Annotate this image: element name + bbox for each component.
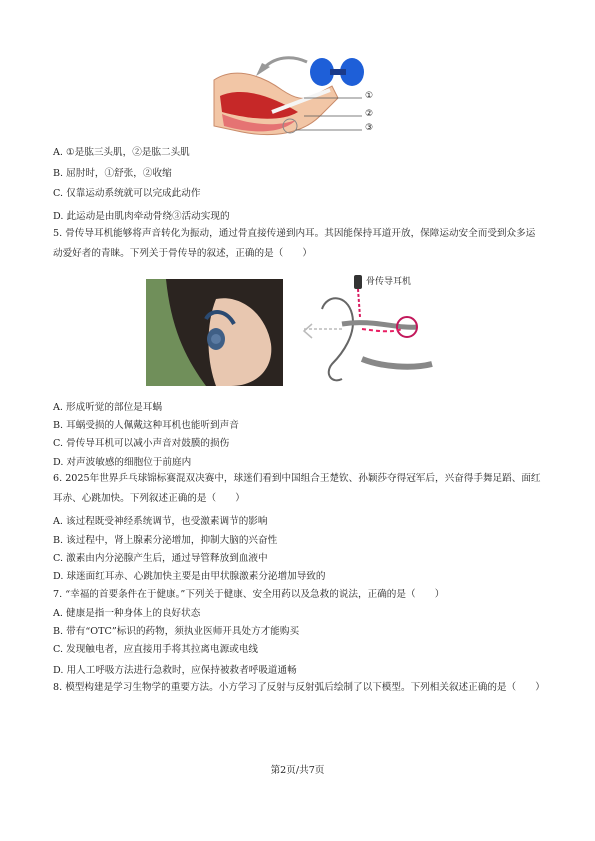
label-1: ① (365, 91, 374, 101)
q5-option-a: A. 形成听觉的部位是耳蜗 (53, 402, 162, 413)
ear-diagram (302, 269, 452, 394)
q6-stem: 6. 2025年世界乒乓球锦标赛混双决赛中，球迷们看到中国组合王楚钦、孙颖莎夺得冠军后，兴奋得手舞足蹈、面红耳赤、心跳加快。下列叙述正确的是（ ） (53, 473, 541, 504)
q8-stem: 8. 模型构建是学习生物学的重要方法。小方学习了反射与反射弧后绘制了以下模型。下列相关叙述正确的是（ ） (53, 682, 545, 693)
label-3: ③ (365, 123, 374, 133)
q5-option-b: B. 耳蜗受损的人佩戴这种耳机也能听到声音 (53, 420, 239, 431)
q6-option-d: D. 球迷面红耳赤、心跳加快主要是由甲状腺激素分泌增加导致的 (53, 571, 326, 582)
q6-option-b: B. 该过程中，肾上腺素分泌增加，抑制大脑的兴奋性 (53, 535, 278, 546)
q7-option-c: C. 发现触电者，应直接用手将其拉离电源或电线 (53, 644, 258, 655)
q5-option-c: C. 骨传导耳机可以减小声音对鼓膜的损伤 (53, 438, 230, 449)
headphone-photo-svg (146, 279, 283, 386)
q5-stem: 5. 骨传导耳机能够将声音转化为振动，通过骨直接传递到内耳。其因能保持耳道开放，保障运动安全而受到众多运动爱好者的青睐。下列关于骨传导的叙述，正确的是（ ） (53, 228, 536, 259)
q6-option-c: C. 激素由内分泌腺产生后，通过导管释放到血液中 (53, 553, 268, 564)
label-2: ② (365, 109, 374, 119)
q4-option-d: D. 此运动是由肌肉牵动骨绕③活动实现的 (53, 211, 230, 222)
q4-option-b: B. 屈肘时，①舒张，②收缩 (53, 168, 172, 179)
q4-option-c: C. 仅靠运动系统就可以完成此动作 (53, 188, 201, 199)
headphone-photo (146, 279, 283, 386)
q5-option-d: D. 对声波敏感的细胞位于前庭内 (53, 457, 192, 468)
arm-muscle-figure (212, 50, 397, 142)
q7-option-b: B. 带有“OTC”标识的药物，须执业医师开具处方才能购买 (53, 626, 300, 637)
page-footer: 第2页/共7页 (270, 765, 325, 776)
q6-option-a: A. 该过程既受神经系统调节，也受激素调节的影响 (53, 516, 268, 527)
ear-diagram-svg (302, 269, 452, 394)
q7-option-a: A. 健康是指一种身体上的良好状态 (53, 608, 201, 619)
q4-option-a: A. ①是肱三头肌，②是肱二头肌 (53, 147, 190, 158)
q7-stem: 7. “幸福的首要条件在于健康。”下列关于健康、安全用药以及急救的说法，正确的是（ ） (53, 589, 445, 600)
q7-option-d: D. 用人工呼吸方法进行急救时，应保持被救者呼吸道通畅 (53, 665, 297, 676)
ear-diagram-label: 骨传导耳机 (366, 277, 412, 287)
